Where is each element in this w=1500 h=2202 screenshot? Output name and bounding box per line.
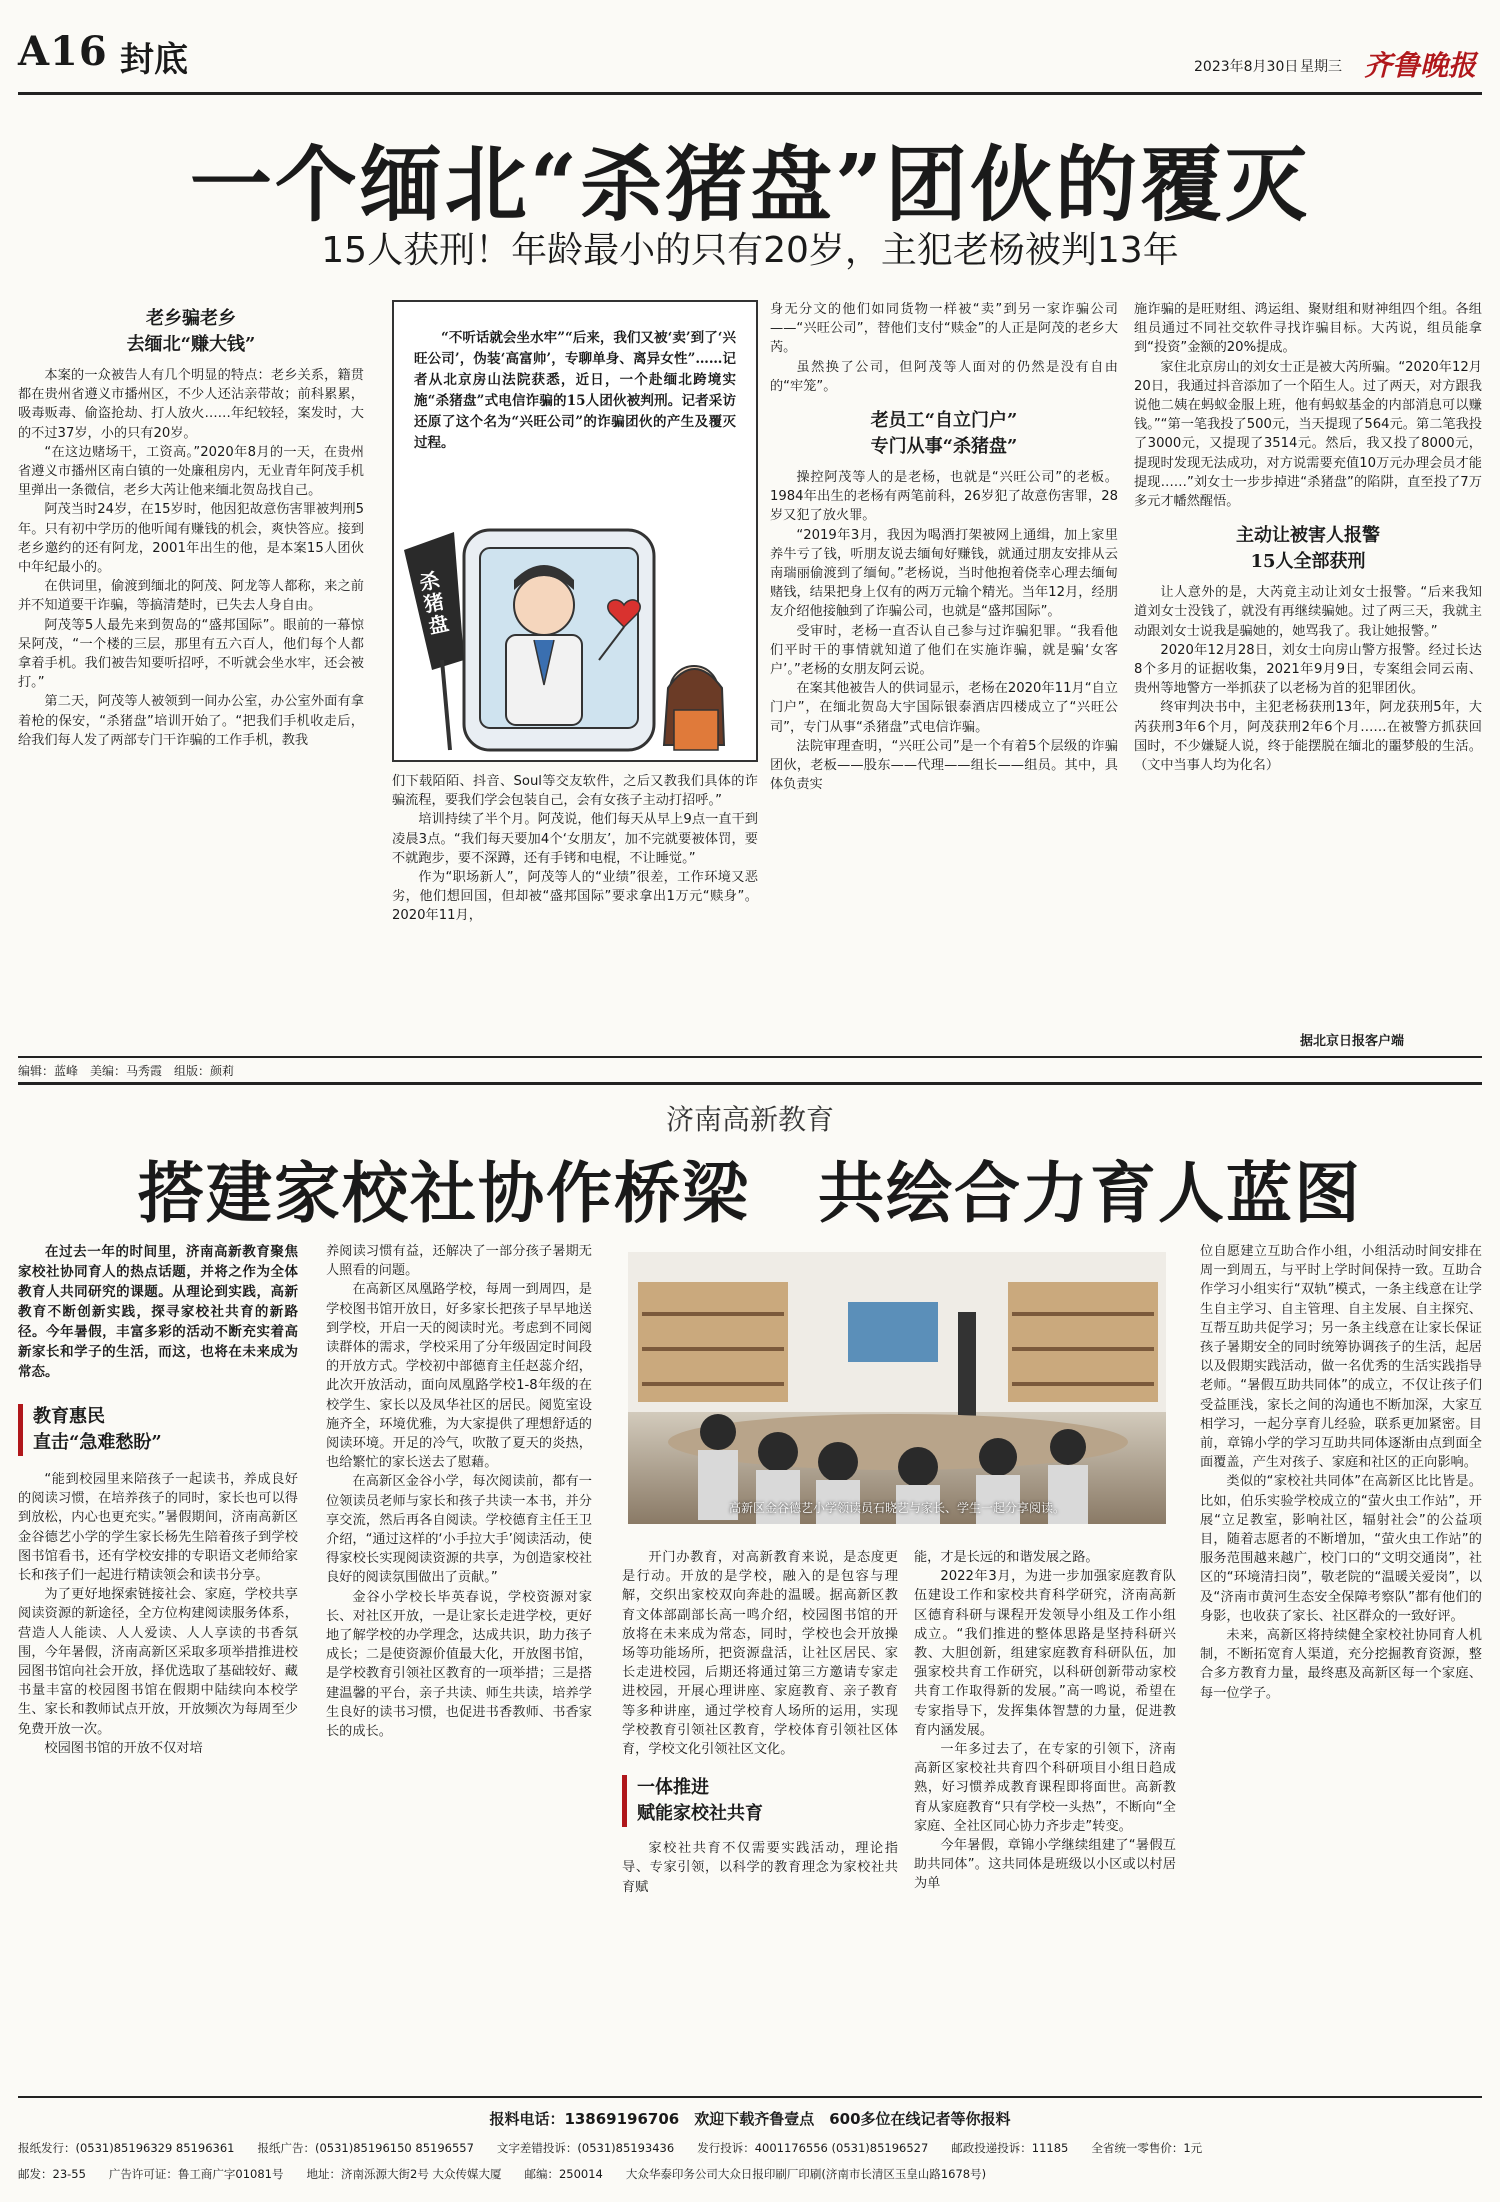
article2-kicker: 济南高新教育	[665, 1103, 834, 1136]
article1-column-3	[770, 300, 1118, 1052]
cartoon-sign-label: 杀猪盘	[417, 567, 451, 639]
article2-column-1	[18, 1242, 298, 2062]
paragraph: 阿茂等5人最先来到贺岛的“盛邦国际”。眼前的一幕惊呆阿茂，“一个楼的三层，那里有五六百人，他们每个人都拿着手机。我们被告知要听招呼，不听就会坐水牢，还会被打。”	[18, 617, 364, 691]
footer-contacts: 报纸发行：(0531)85196329 85196361 报纸广告：(0531)85196150 85196557 文字差错投诉：(0531)85193436 发行投诉：4001176556 (0531)85196527 邮政投递投诉：11185 全省统一零售价：1元	[18, 2141, 1203, 2155]
subhead-label: 一体推进	[637, 1777, 709, 1799]
issue-date: 2023年8月30日	[1194, 59, 1299, 75]
article2-column-4	[914, 1548, 1176, 2060]
cartoon-illustration	[394, 510, 756, 760]
section-divider	[18, 1082, 1482, 1085]
paragraph: 开门办教育，对高新教育来说，是态度更是行动。开放的是学校，融入的是包容与理解，交织出家校双向奔赴的温暖。据高新区教育文体部副部长高一鸣介绍，校园图书馆的开放将在未来成为常态，同时，学校也会开放操场等功能场所，把资源盘活，让社区居民、家长走进校园，后期还将通过第三方邀请专家走进校园，开展心理讲座、家庭教育、亲子教育等多种讲座，通过学校育人场所的运用，实现学校教育引领社区教育，学校体育引领社区体育，学校文化引领社区文化。	[622, 1550, 898, 1758]
paragraph: 类似的“家校社共同体”在高新区比比皆是。比如，伯乐实验学校成立的“萤火虫工作站”，开展“立足教室，影响社区，辐射社会”的公益项目，随着志愿者的不断增加，“萤火虫工作站”的服务范围越来越广，校门口的“文明交通岗”，社区的“环境清扫岗”，敬老院的“温暖关爱岗”，以及“济南市黄河生态安全保障考察队”都有他们的身影，也收获了家长、社区群众的一致好评。	[1200, 1474, 1482, 1624]
paragraph: 一年多过去了，在专家的引领下，济南高新区家校社共育四个科研项目小组日趋成熟，好习惯养成教育课程即将面世。高新教育从家庭教育“只有学校一头热”，不断向“全家庭、全社区同心协力齐步走”转变。	[914, 1742, 1176, 1834]
paragraph: 养阅读习惯有益，还解决了一部分孩子暑期无人照看的问题。	[326, 1244, 592, 1279]
section-name: 封底	[120, 40, 188, 80]
article1-column-2	[392, 772, 758, 1052]
paragraph: 家住北京房山的刘女士正是被大芮所骗。“2020年12月20日，我通过抖音添加了一个陌生人。过了两天，对方跟我说他二姨在蚂蚁金服上班，他有蚂蚁基金的内部消息可以赚钱。”“第一笔我投了500元，当天提现了564元。第二笔我投了3000元，又提现了3514元。然后，我又投了8000元，提现时发现无法成功，对方说需要充值10万元办理会员才能提现……”刘女士一步步掉进“杀猪盘”的陷阱，直至投了7万多元才幡然醒悟。	[1134, 359, 1482, 510]
paragraph: 让人意外的是，大芮竟主动让刘女士报警。“后来我知道刘女士没钱了，就没有再继续骗她。过了两三天，我就主动跟刘女士说我是骗她的，她骂我了。我让她报警。”	[1134, 585, 1482, 639]
footer-rule	[18, 2096, 1482, 2098]
paragraph: 本案的一众被告人有几个明显的特点：老乡关系，籍贯都在贵州省遵义市播州区，不少人还沾亲带故；前科累累，吸毒贩毒、偷盗抢劫、打人放火……年纪较轻，案发时，大的不过37岁，小的只有20岁。	[18, 368, 364, 441]
paragraph: 校园图书馆的开放不仅对培	[44, 1740, 203, 1756]
paragraph: 终审判决书中，主犯老杨获刑13年，阿龙获刑5年，大芮获刑3年6个月，阿茂获刑2年6个月……在被警方抓获回国时，不少嫌疑人说，终于能摆脱在缅北的噩梦般的生活。（文中当事人均为化名）	[1134, 700, 1482, 774]
article1-source: 据北京日报客户端	[1300, 1034, 1405, 1049]
header-rule	[18, 92, 1482, 95]
paragraph: 受审时，老杨一直否认自己参与过诈骗犯罪。“我看他们平时干的事情就知道了他们在实施诈骗，就是骗‘女客户’。”老杨的女朋友阿云说。	[770, 623, 1118, 678]
paragraph: 作为“职场新人”，阿茂等人的“业绩”很差，工作环境又恶劣，他们想回国，但却被“盛邦国际”要求拿出1万元“赎身”。2020年11月，	[392, 870, 758, 924]
paragraph: 身无分文的他们如同货物一样被“卖”到另一家诈骗公司——“兴旺公司”，替他们支付“赎金”的人正是阿茂的老乡大芮。	[770, 302, 1118, 356]
paragraph: 在案其他被告人的供词显示，老杨在2020年11月“自立门户”，在缅北贺岛大宇国际银泰酒店四楼成立了“兴旺公司”，专门从事“杀猪盘”式电信诈骗。	[770, 681, 1118, 735]
paragraph: 第二天，阿茂等人被领到一间办公室，办公室外面有拿着枪的保安，“杀猪盘”培训开始了。“把我们手机收走后，给我们每人发了两部专门干诈骗的工作手机，教我	[18, 694, 364, 748]
paragraph: 2022年3月，为进一步加强家庭教育队伍建设工作和家校共育科学研究，济南高新区德育科研与课程开发领导小组及工作小组成立。“我们推进的整体思路是坚持科研兴教、大胆创新，组建家庭教育科研队伍，加强家校共育工作研究，以科研创新带动家校共育工作取得新的发展。”高一鸣说，希望在专家指导下，发挥集体智慧的力量，促进教育内涵发展。	[914, 1569, 1176, 1738]
paragraph: 家校社共育不仅需要实践活动，理论指导、专家引领，以科学的教育理念为家校社共育赋	[622, 1841, 898, 1895]
paragraph: 们下载陌陌、抖音、Soul等交友软件，之后又教我们具体的诈骗流程，要我们学会包装自己，会有女孩子主动打招呼。”	[392, 774, 758, 809]
paragraph: 位自愿建立互助合作小组，小组活动时间安排在周一到周五，与平时上学时间保持一致。互助合作学习小组实行“双轨”模式，一条主线意在让学生自主学习、自主管理、自主发展、自主探究、互帮互助共促学习；另一条主线意在让家长保证孩子暑期安全的同时统筹协调孩子的生活，起居以及假期实践活动，做一名优秀的生活实践指导老师。“暑假互助共同体”的成立，不仅让孩子们受益匪浅，家长之间的沟通也不断加深，大家互相学习，一起分享育儿经验，联系更加紧密。目前，章锦小学的学习互助共同体逐渐由点到面全面覆盖，产生对孩子、家庭和社区的正向影响。	[1200, 1244, 1482, 1471]
article1-subhead-3: 主动让被害人报警 15人全部获刑	[1236, 525, 1380, 573]
subhead-label: 直击“急难愁盼”	[33, 1432, 162, 1453]
article2-column-2	[326, 1242, 592, 2062]
paragraph: “2019年3月，我因为喝酒打架被网上通缉，加上家里养牛亏了钱，听朋友说去缅甸好赚钱，就通过朋友安排从云南瑞丽偷渡到了缅甸。”老杨说，当时他抱着侥幸心理去缅甸赌钱，结果把身上仅有的两万元输个精光。当年12月，经朋友介绍他接触到了诈骗公司，也就是“盛邦国际”。	[770, 527, 1118, 620]
paragraph: 培训持续了半个月。阿茂说，他们每天从早上9点一直干到凌晨3点。“我们每天要加4个‘女朋友’，加不完就要被体罚，要不就跑步，要不深蹲，还有手铐和电棍，不让睡觉。”	[392, 812, 758, 866]
footer-hotline: 报料电话：13869196706 欢迎下载齐鲁壹点 600多位在线记者等你报料	[489, 2110, 1011, 2128]
paragraph: 2020年12月28日，刘女士向房山警方报警。经过长达8个多月的证据收集，2021年9月9日，专案组会同云南、贵州等地警方一举抓获了以老杨为首的犯罪团伙。	[1134, 642, 1482, 697]
paragraph: 金谷小学校长毕英春说，学校资源对家长、对社区开放，一是让家长走进学校，更好地了解学校的办学理念，达成共识，助力孩子成长；二是使资源价值最大化，开放图书馆，是学校教育引领社区教育的一项举措；三是搭建温馨的平台，亲子共读、师生共读，培养学生良好的读书习惯，也促进书香教师、书香家长的成长。	[326, 1589, 592, 1740]
paragraph: 能，才是长远的和谐发展之路。	[914, 1550, 1099, 1565]
article1-subhead-1: 老乡骗老乡 去缅北“赚大钱”	[126, 308, 256, 355]
article2-subhead-2	[622, 1775, 898, 1827]
intro-box	[392, 300, 758, 762]
article1-subheadline: 15人获刑！年龄最小的只有20岁，主犯老杨被判13年	[321, 230, 1179, 271]
paragraph: 在高新区金谷小学，每次阅读前，都有一位领读员老师与家长和孩子共读一本书，并分享交流，然后再各自阅读。学校德育主任王卫介绍，“通过这样的‘小手拉大手’阅读活动，使得家校长实现阅读资源的共享，为创造家校社良好的阅读氛围做出了贡献。”	[326, 1474, 592, 1586]
article2-lead: 在过去一年的时间里，济南高新教育聚焦家校社协同育人的热点话题，并将之作为全体教育人共同研究的课题。从理论到实践，高新教育不断创新实践，探寻家校社共育的新路径。今年暑假，丰富多彩的活动不断充实着高新家长和学子的生活，而这，也将在未来成为常态。	[18, 1244, 298, 1380]
subhead-label: 教育惠民	[33, 1406, 105, 1427]
paragraph: 今年暑假，章锦小学继续组建了“暑假互助共同体”。这共同体是班级以小区或以村居为单	[914, 1838, 1176, 1892]
article1-subhead-2: 老员工“自立门户” 专门从事“杀猪盘”	[870, 410, 1018, 458]
newspaper-logo: 齐鲁晚报	[1364, 49, 1477, 82]
article1-column-4	[1134, 300, 1482, 1028]
paragraph: 为了更好地探索链接社会、家庭，学校共享阅读资源的新途径，全方位构建阅读服务体系，营造人人能读、人人爱读、人人享读的书香氛围，今年暑假，济南高新区采取多项举措推进校园图书馆向社会开放，择优选取了基础较好、藏书量丰富的校园图书馆在假期中陆续向本校学生、家长和教师试点开放，开放频次为每周至少免费开放一次。	[18, 1587, 298, 1737]
subhead-label: 赋能家校社共育	[637, 1803, 763, 1825]
paragraph: 法院审理查明，“兴旺公司”是一个有着5个层级的诈骗团伙，老板——股东——代理——组长——组员。其中，具体负责实	[770, 738, 1118, 793]
article2-column-3	[622, 1548, 898, 2060]
issue-weekday: 星期三	[1300, 59, 1342, 75]
article2-headline: 搭建家校社协作桥梁 共绘合力育人蓝图	[138, 1154, 1362, 1232]
article1-headline: 一个缅北“杀猪盘”团伙的覆灭	[189, 137, 1311, 233]
paragraph: 在高新区凤凰路学校，每周一到周四，是学校图书馆开放日，好多家长把孩子早早地送到学校，开启一天的阅读时光。考虑到不同阅读群体的需求，学校采用了分年级固定时间段的开放方式。学校初中部德育主任赵蕊介绍，此次开放活动，面向凤凰路学校1-8年级的在校学生、家长以及凤华社区的居民。阅览室设施齐全，环境优雅，为大家提供了理想舒适的阅读环境。开足的冷气，吹散了夏天的炎热，也给繁忙的家长送去了慰藉。	[326, 1282, 592, 1471]
library-scene	[628, 1252, 1166, 1524]
article2-photo	[628, 1252, 1166, 1524]
article2-subhead-1	[18, 1404, 298, 1456]
intro-text: “不听话就会坐水牢”“后来，我们又被‘卖’到了‘兴旺公司’，伪装‘高富帅’，专聊单身、离异女性”……记者从北京房山法院获悉，近日，一个赴缅北跨境实施“杀猪盘”式电信诈骗的15人团伙被判刑。记者采访还原了这个名为“兴旺公司”的诈骗团伙的产生及覆灭过程。	[414, 330, 736, 451]
article1-credits: 编辑：蓝峰 美编：马秀霞 组版：颜莉	[18, 1064, 235, 1078]
footer-imprint: 邮发：23-55 广告许可证：鲁工商广字01081号 地址：济南泺源大街2号 大众传媒大厦 邮编：250014 大众华泰印务公司大众日报印刷厂印刷(济南市长清区玉皇山路1678号)	[18, 2167, 987, 2181]
article1-column-1	[18, 300, 364, 1050]
paragraph: “能到校园里来陪孩子一起读书，养成良好的阅读习惯，在培养孩子的同时，家长也可以得到放松，内心也更充实。”暑假期间，济南高新区金谷德艺小学的学生家长杨先生陪着孩子到学校图书馆看书，还有学校安排的专职语文老师给家长和孩子们一起进行精读领会和读书分享。	[18, 1472, 298, 1584]
paragraph: 阿茂当时24岁，在15岁时，他因犯故意伤害罪被判刑5年。只有初中学历的他听闻有赚钱的机会，爽快答应。接到老乡邀约的还有阿龙，2001年出生的他，是本案15人团伙中年纪最小的。	[18, 502, 364, 576]
paragraph: 虽然换了公司，但阿茂等人面对的仍然是没有自由的“牢笼”。	[770, 359, 1118, 394]
paragraph: 在供词里，偷渡到缅北的阿茂、阿龙等人都称，来之前并不知道要干诈骗，等搞清楚时，已失去人身自由。	[18, 579, 364, 614]
page-number: A16	[18, 28, 108, 75]
article2-column-5	[1200, 1242, 1482, 2062]
photo-caption: 高新区金谷德艺小学领读员石晓艺与家长、学生一起分享阅读。	[728, 1501, 1065, 1515]
paragraph: “在这边赌场干，工资高。”2020年8月的一天，在贵州省遵义市播州区南白镇的一处廉租房内，无业青年阿茂手机里弹出一条微信，老乡大芮让他来缅北贺岛找自己。	[18, 444, 364, 499]
article1-bottom-rule	[18, 1056, 1482, 1058]
paragraph: 操控阿茂等人的是老杨，也就是“兴旺公司”的老板。1984年出生的老杨有两笔前科，26岁犯了故意伤害罪，28岁又犯了放火罪。	[770, 470, 1118, 524]
paragraph: 未来，高新区将持续健全家校社协同育人机制，不断拓宽育人渠道，充分挖掘教育资源，整合多方教育力量，最终惠及高新区每一个家庭、每一位学子。	[1200, 1628, 1482, 1701]
paragraph: 施诈骗的是旺财组、鸿运组、聚财组和财神组四个组。各组组员通过不同社交软件寻找诈骗目标。大芮说，组员能拿到“投资”金额的20%提成。	[1134, 302, 1482, 356]
